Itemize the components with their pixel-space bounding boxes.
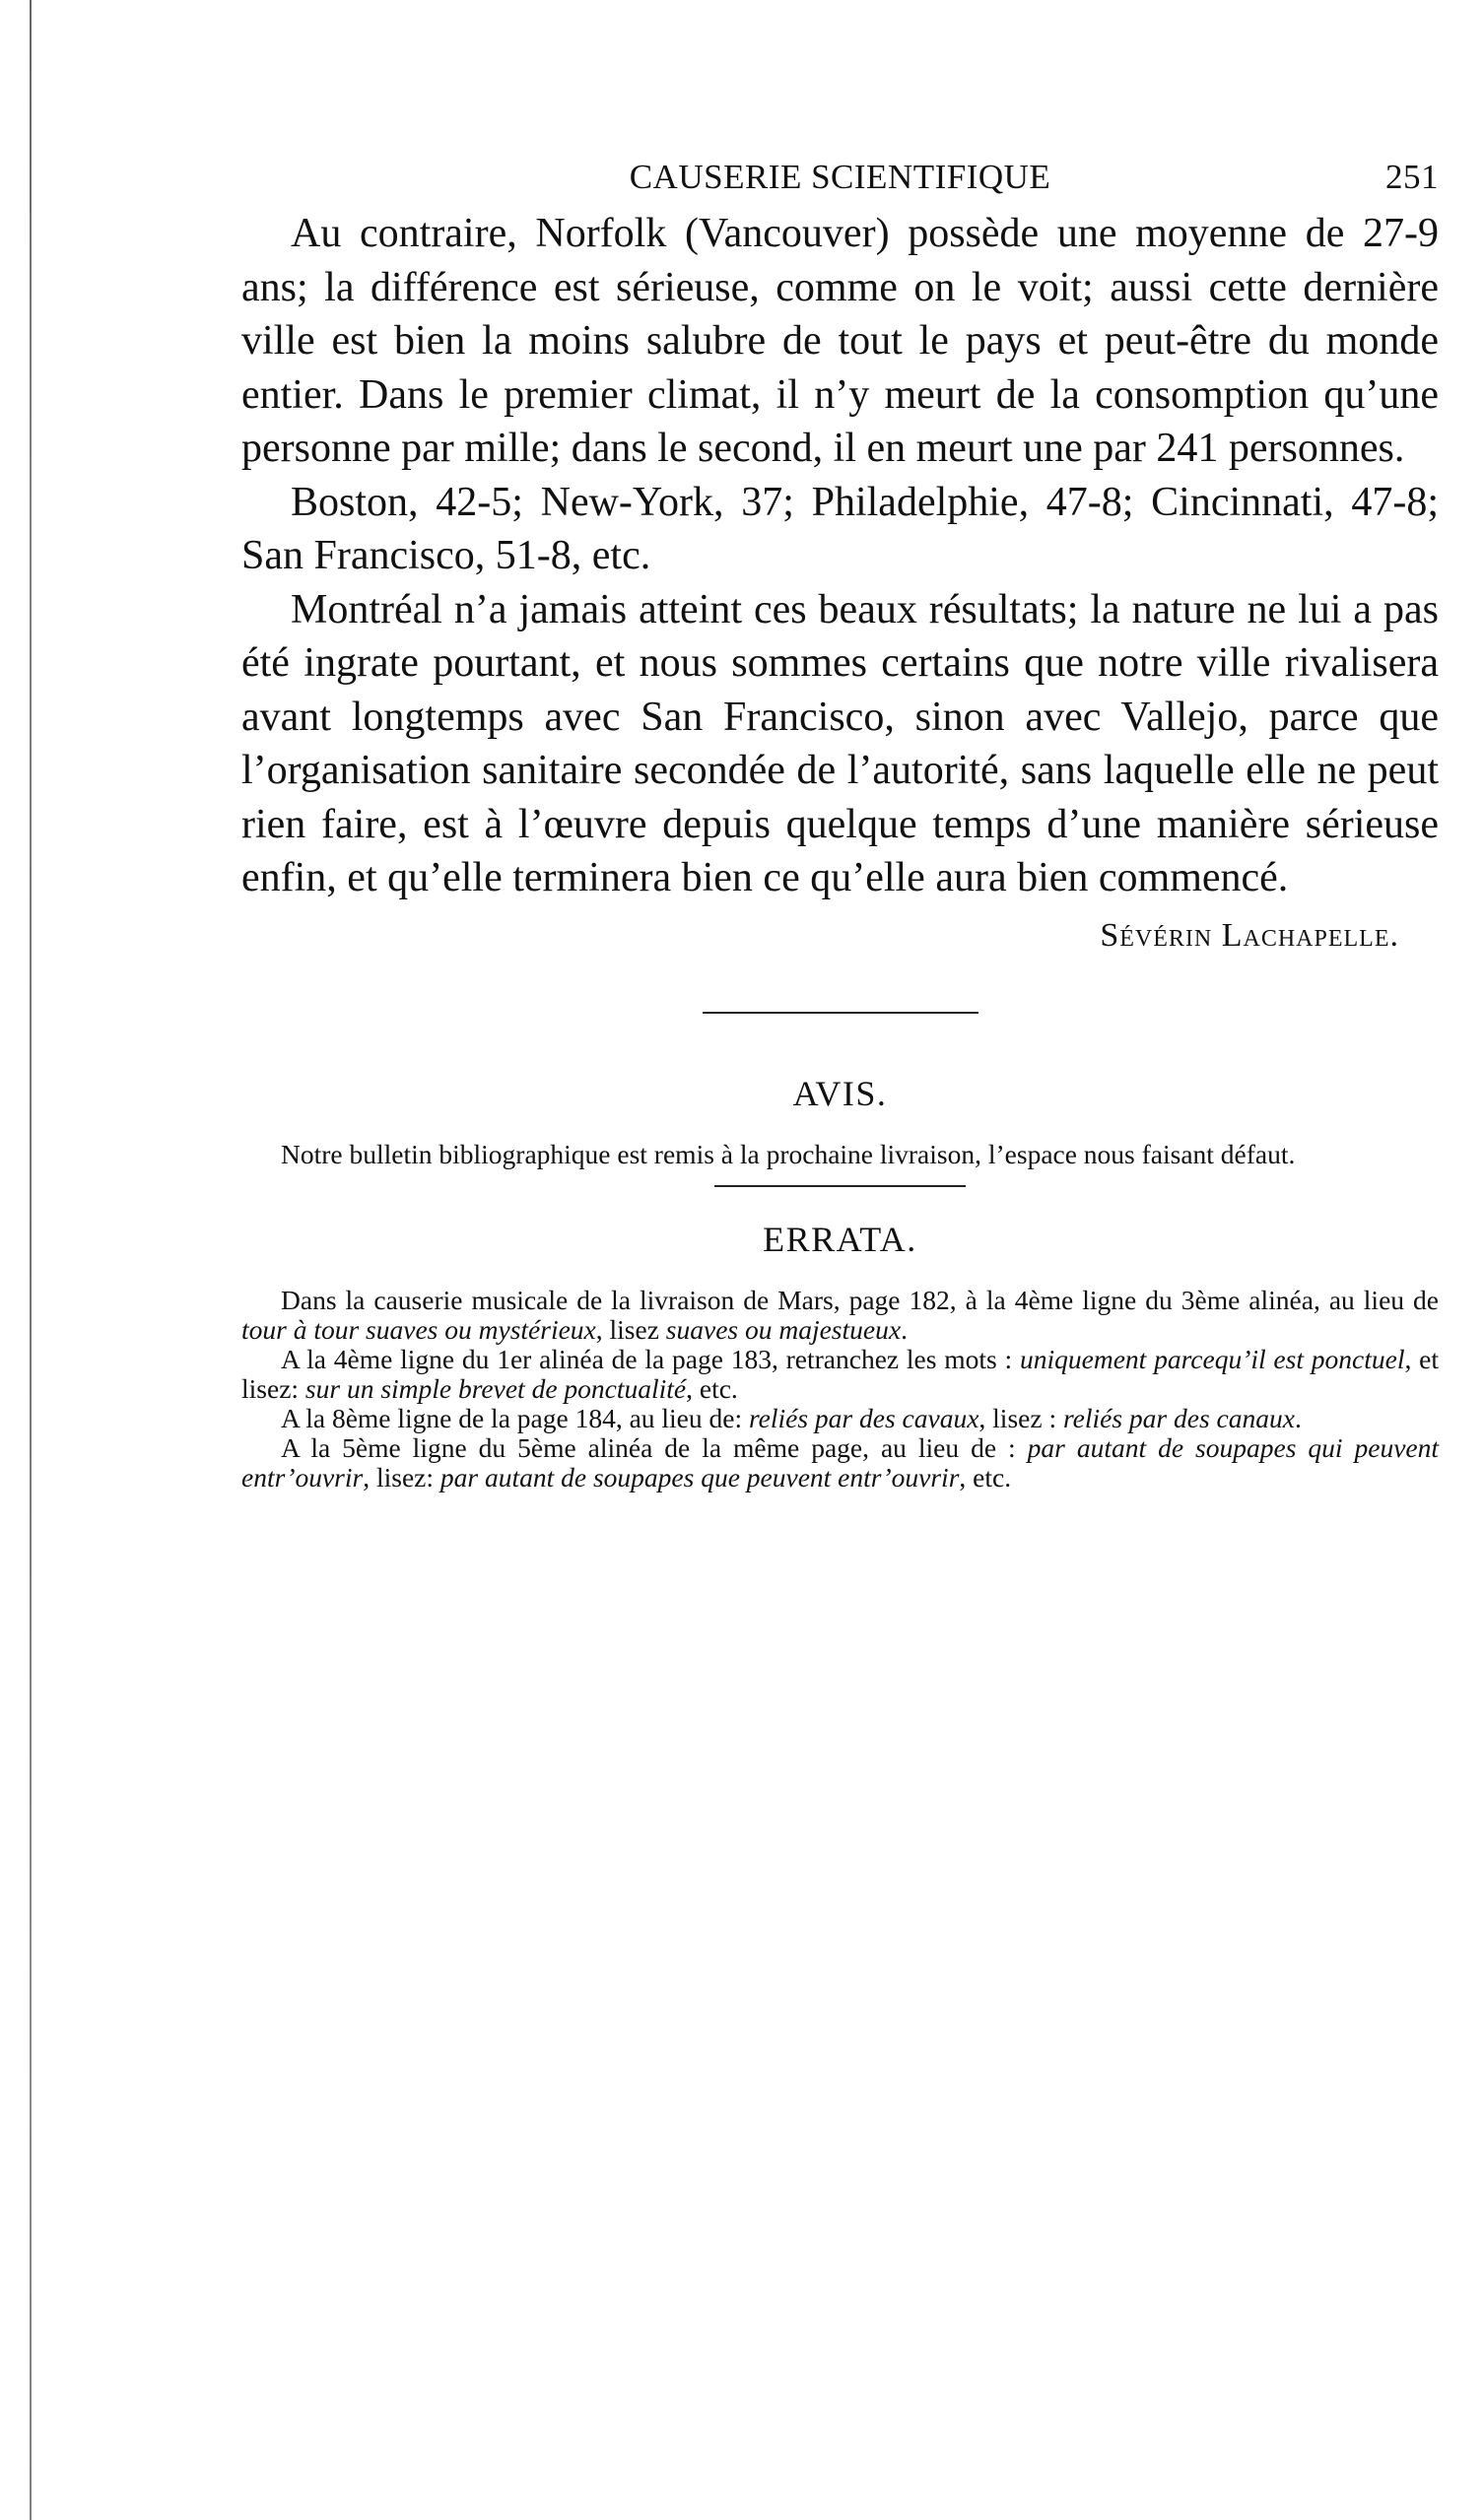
- errata-title: ERRATA.: [763, 1219, 917, 1259]
- errata-text: A la 5ème ligne du 5ème alinéa de la même page, au lieu de :: [281, 1431, 1028, 1463]
- errata-original: par autant de soupapes qui peuvent entr’ouvrir: [241, 1431, 1440, 1492]
- errata-text: , et lisez:: [241, 1343, 1440, 1404]
- errata-list: [241, 1286, 1439, 1492]
- errata-text: Dans la causerie musicale de la livraison de Mars, page 182, à la 4ème ligne du 3ème alinéa, au lieu de: [281, 1284, 1439, 1315]
- errata-text: , etc.: [959, 1461, 1012, 1492]
- errata-item: [241, 1433, 1439, 1492]
- errata-correction: sur un simple brevet de ponctualité: [304, 1372, 687, 1404]
- section-divider: [714, 1185, 966, 1187]
- article-paragraph: Au contraire, Norfolk (Vancouver) possède une moyenne de 27-9 ans; la différence est sérieuse, comme on le voit; aussi cette dernière ville est bien la moins salubre de tout le pays et peut-être du monde entier. Dans le premier climat, il n’y meurt de la consomption qu’une personne par mille; dans le second, il en meurt une par 241 personnes.: [241, 211, 1439, 471]
- article-body: [241, 207, 1439, 905]
- article-paragraph: Montréal n’a jamais atteint ces beaux résultats; la nature ne lui a pas été ingrate pourtant, et nous sommes certains que notre ville rivalisera avant longtemps avec San Francisco, sinon avec Vallejo, parce que l’organisation sanitaire secondée de l’autorité, sans laquelle elle ne peut rien faire, est à l’œuvre depuis quelque temps d’une manière sérieuse enfin, et qu’elle terminera bien ce qu’elle aura bien commencé.: [241, 586, 1439, 900]
- errata-correction: reliés par des canaux: [1062, 1402, 1295, 1433]
- avis-body: [241, 1140, 1439, 1169]
- errata-text: A la 4ème ligne du 1er alinéa de la page 183, retranchez les mots :: [281, 1343, 1020, 1374]
- scan-gutter-line: [30, 0, 32, 2520]
- errata-correction: par autant de soupapes que peuvent entr’ouvrir: [439, 1461, 960, 1492]
- errata-text: .: [1294, 1402, 1302, 1433]
- errata-correction: suaves ou majestueux: [665, 1313, 902, 1345]
- page-number: 251: [1385, 158, 1439, 196]
- article-paragraph: Boston, 42-5; New-York, 37; Philadelphie, 47-8; Cincinnati, 47-8; San Francisco, 51-8, etc.: [241, 479, 1439, 578]
- errata-item: [241, 1286, 1439, 1345]
- book-page: [241, 148, 1439, 1492]
- running-head: [241, 148, 1439, 207]
- avis-title: AVIS.: [792, 1073, 888, 1113]
- errata-item: [241, 1404, 1439, 1433]
- section-divider: [703, 1012, 978, 1014]
- errata-text: .: [901, 1313, 908, 1345]
- errata-original: tour à tour suaves ou mystérieux: [241, 1313, 596, 1345]
- errata-text: , lisez:: [363, 1461, 440, 1492]
- author-signature: Sévérin Lachapelle.: [1100, 916, 1399, 954]
- errata-text: A la 8ème ligne de la page 184, au lieu de:: [281, 1402, 749, 1433]
- errata-original: reliés par des cavaux: [748, 1402, 979, 1433]
- avis-text: Notre bulletin bibliographique est remis à la prochaine livraison, l’espace nous faisant défaut.: [281, 1138, 1296, 1169]
- errata-item: [241, 1345, 1439, 1404]
- errata-text: , lisez: [595, 1313, 666, 1345]
- errata-original: uniquement parcequ’il est ponctuel: [1020, 1343, 1405, 1374]
- errata-text: , lisez :: [978, 1402, 1063, 1433]
- running-title: CAUSERIE SCIENTIFIQUE: [629, 158, 1051, 196]
- errata-text: , etc.: [686, 1372, 738, 1404]
